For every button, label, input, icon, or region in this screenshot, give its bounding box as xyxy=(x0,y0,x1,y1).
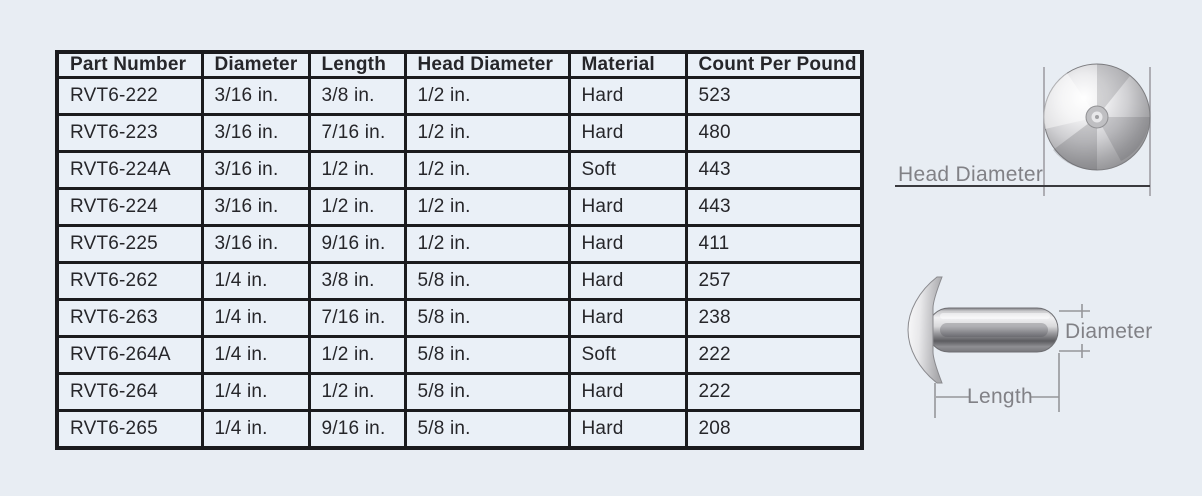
cell-diameter: 1/4 in. xyxy=(202,262,309,299)
cell-diameter: 3/16 in. xyxy=(202,114,309,151)
cell-diameter: 1/4 in. xyxy=(202,410,309,448)
table-row-rvt6-223 xyxy=(57,114,862,151)
column-header-count-per-pound: Count Per Pound xyxy=(686,52,862,78)
column-header-material: Material xyxy=(569,52,686,78)
cell-material: Hard xyxy=(569,114,686,151)
diameter-label: Diameter xyxy=(1065,320,1153,343)
cell-count-per-pound: 480 xyxy=(686,114,862,151)
cell-part-number: RVT6-262 xyxy=(57,262,202,299)
cell-diameter: 3/16 in. xyxy=(202,225,309,262)
cell-length: 9/16 in. xyxy=(309,410,405,448)
table-row-rvt6-263 xyxy=(57,299,862,336)
cell-part-number: RVT6-264A xyxy=(57,336,202,373)
column-header-diameter: Diameter xyxy=(202,52,309,78)
cell-count-per-pound: 238 xyxy=(686,299,862,336)
cell-count-per-pound: 257 xyxy=(686,262,862,299)
rivet-head-photo xyxy=(1044,64,1150,170)
cell-length: 1/2 in. xyxy=(309,188,405,225)
cell-diameter: 1/4 in. xyxy=(202,373,309,410)
cell-count-per-pound: 443 xyxy=(686,188,862,225)
cell-material: Hard xyxy=(569,225,686,262)
cell-material: Soft xyxy=(569,336,686,373)
length-label: Length xyxy=(966,385,1034,408)
cell-head-diameter: 5/8 in. xyxy=(405,336,569,373)
cell-head-diameter: 1/2 in. xyxy=(405,151,569,188)
cell-count-per-pound: 443 xyxy=(686,151,862,188)
rivet-spec-table xyxy=(55,50,864,450)
cell-head-diameter: 5/8 in. xyxy=(405,373,569,410)
table-row-rvt6-224 xyxy=(57,188,862,225)
cell-count-per-pound: 411 xyxy=(686,225,862,262)
spec-table-body xyxy=(57,78,862,449)
cell-length: 7/16 in. xyxy=(309,114,405,151)
table-row-rvt6-264a xyxy=(57,336,862,373)
cell-material: Hard xyxy=(569,262,686,299)
cell-head-diameter: 5/8 in. xyxy=(405,410,569,448)
spec-table-head xyxy=(57,52,862,78)
table-row-rvt6-262 xyxy=(57,262,862,299)
cell-diameter: 3/16 in. xyxy=(202,188,309,225)
table-row-rvt6-264 xyxy=(57,373,862,410)
cell-material: Hard xyxy=(569,373,686,410)
cell-part-number: RVT6-222 xyxy=(57,78,202,115)
column-header-head-diameter: Head Diameter xyxy=(405,52,569,78)
cell-material: Hard xyxy=(569,78,686,115)
cell-count-per-pound: 222 xyxy=(686,373,862,410)
cell-material: Hard xyxy=(569,410,686,448)
cell-count-per-pound: 222 xyxy=(686,336,862,373)
rivet-shaft xyxy=(928,308,1058,352)
cell-diameter: 3/16 in. xyxy=(202,78,309,115)
cell-material: Hard xyxy=(569,299,686,336)
cell-count-per-pound: 208 xyxy=(686,410,862,448)
table-row-rvt6-222 xyxy=(57,78,862,115)
cell-head-diameter: 5/8 in. xyxy=(405,299,569,336)
cell-part-number: RVT6-224 xyxy=(57,188,202,225)
cell-head-diameter: 1/2 in. xyxy=(405,78,569,115)
cell-part-number: RVT6-263 xyxy=(57,299,202,336)
cell-head-diameter: 1/2 in. xyxy=(405,188,569,225)
cell-count-per-pound: 523 xyxy=(686,78,862,115)
cell-part-number: RVT6-223 xyxy=(57,114,202,151)
table-row-rvt6-265 xyxy=(57,410,862,448)
cell-part-number: RVT6-265 xyxy=(57,410,202,448)
cell-length: 1/2 in. xyxy=(309,151,405,188)
table-row-rvt6-225 xyxy=(57,225,862,262)
cell-length: 7/16 in. xyxy=(309,299,405,336)
cell-material: Soft xyxy=(569,151,686,188)
cell-diameter: 1/4 in. xyxy=(202,336,309,373)
cell-diameter: 3/16 in. xyxy=(202,151,309,188)
column-header-length: Length xyxy=(309,52,405,78)
table-row-rvt6-224a xyxy=(57,151,862,188)
head-diameter-label: Head Diameter xyxy=(898,163,1044,186)
cell-part-number: RVT6-264 xyxy=(57,373,202,410)
cell-material: Hard xyxy=(569,188,686,225)
cell-length: 9/16 in. xyxy=(309,225,405,262)
spec-table-header-row xyxy=(57,52,862,78)
cell-length: 1/2 in. xyxy=(309,336,405,373)
cell-length: 1/2 in. xyxy=(309,373,405,410)
cell-head-diameter: 1/2 in. xyxy=(405,114,569,151)
cell-head-diameter: 5/8 in. xyxy=(405,262,569,299)
cell-diameter: 1/4 in. xyxy=(202,299,309,336)
cell-part-number: RVT6-224A xyxy=(57,151,202,188)
cell-length: 3/8 in. xyxy=(309,78,405,115)
column-header-part-number: Part Number xyxy=(57,52,202,78)
cell-head-diameter: 1/2 in. xyxy=(405,225,569,262)
cell-part-number: RVT6-225 xyxy=(57,225,202,262)
cell-length: 3/8 in. xyxy=(309,262,405,299)
